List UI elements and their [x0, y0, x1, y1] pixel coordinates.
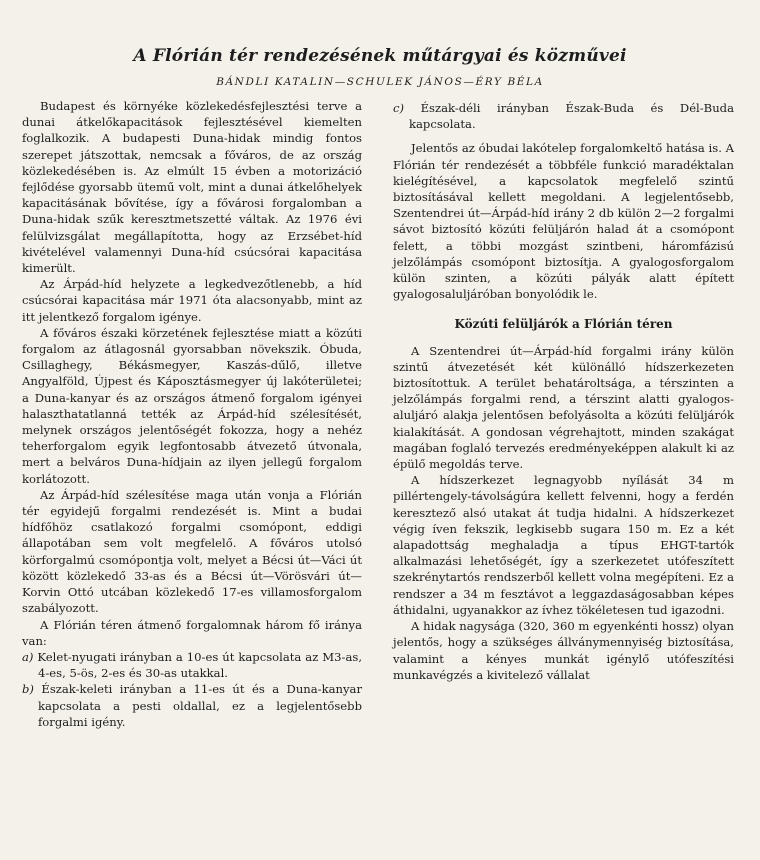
list-text: Kelet-nyugati irányban a 10-es út kapcsolata az M3-as, 4-es, 5-ös, 2-es és 30-as utakkal.	[37, 649, 363, 681]
paragraph: A Flórián téren átmenő forgalomnak három fő iránya van:	[22, 617, 362, 648]
paragraph: Az Árpád-híd helyzete a legkedvezőtlenebb, a híd csúcsórai kapacitása már 1971 óta alacsonyabb, mint az itt jelentkező forgalom igénye.	[22, 277, 362, 324]
paragraph: Az Árpád-híd szélesítése maga után vonja a Flórián tér egyidejű forgalmi rendezését is. Mint a budai hídfőhöz csatlakozó forgalmi csomópont, eddigi állapotában sem volt megfelelő. A főváros utolsó körforgalmú csomópontja volt, melyet a Bécsi út—Váci út között közlekedő 33-as és a Bécsi út—Vörösvári út—Korvin Ottó utcában közlekedő 17-es villamosforgalom szabályozott.	[22, 487, 362, 616]
paragraph: A Szentendrei út—Árpád-híd forgalmi irány külön szintű átvezetését két különálló hídszerkezeten biztosítottuk. A terület behatároltsága, a térszinten a jelzőlámpás forgalmi rend, a térszint alatti gyalogos-aluljáró alakja jelentősen befolyásolta a közúti felüljárók kialakítását. A gondosan végrehajtott, minden szakágat magában foglaló tervezés eredményeképpen alakult ki az épülő megoldás terve.	[393, 343, 734, 472]
column-divider	[377, 102, 378, 762]
paragraph: A hidak nagysága (320, 360 m egyenkénti hossz) olyan jelentős, hogy a szükséges állványmennyiség biztosítása, valamint a kényes munkát igénylő utófeszítési munkavégzés a kivitelező vállalat	[393, 619, 734, 682]
list-item-a	[22, 649, 362, 681]
right-column	[393, 100, 734, 683]
paragraph: Jelentős az óbudai lakótelep forgalomkeltő hatása is. A Flórián tér rendezését a többféle funkció maradéktalan kielégítésével, a kapcsolatok megfelelő szintű biztosításával kellett megoldani. A legjelentősebb, Szentendrei út—Árpád-híd irány 2 db külön 2—2 forgalmi sávot biztosító közúti felüljárón halad át a csomópont felett, a többi mozgást szintbeni, háromfázisú jelzőlámpás csomópont biztosítja. A gyalogosforgalom külön szinten, a közúti pályák alatt épített gyalogosaluljáróban bonyolódik le.	[393, 141, 734, 302]
left-column	[22, 98, 362, 730]
article-title: A Flórián tér rendezésének műtárgyai és közművei	[133, 46, 627, 66]
paragraph: Budapest és környéke közlekedésfejlesztési terve a dunai átkelőkapacitások fejlesztésével kiemelten foglalkozik. A budapesti Duna-hidak mindig fontos szerepet játszottak, nemcsak a főváros, de az ország közlekedésében is. Az elmúlt 15 évben a motorizáció fejlődése gyorsabb ütemű volt, mint a dunai átkelőhelyek kapacitásának bővítése, így a fővárosi forgalomban a Duna-hidak szűk keresztmetszetté váltak. Az 1976 évi felülvizsgálat megállapította, hogy az Erzsébet-híd kivételével valamennyi Duna-híd csúcsórai kapacitása kimerült.	[22, 99, 362, 276]
list-item-c	[393, 100, 734, 132]
section-heading: Közúti felüljárók a Flórián téren	[454, 317, 673, 332]
list-item-b	[22, 681, 362, 730]
list-marker: c)	[393, 101, 405, 115]
list-marker: a)	[22, 649, 34, 664]
paragraph: A hídszerkezet legnagyobb nyílását 34 m pillértengely-távolságúra kellett felvenni, hogy a ferdén keresztező alsó utakat át tudja hidalni. A hídszerkezet végig íven fekszik, legkisebb sugara 150 m. Ez a két alapadottság meghaladja a típus EHGT-tartók alkalmazási lehetőségét, így a szerkezetet utófeszített szekrénytartós rendszerből kellett volna megépíteni. Ez a rendszer a 34 m fesztávot a leggazdaságosabban képes áthidalni, ugyanakkor az ívhez tökéletesen tud igazodni.	[393, 473, 734, 617]
list-text: Észak-keleti irányban a 11-es út és a Duna-kanyar kapcsolata a pesti oldallal, ez a legjelentősebb forgalmi igény.	[38, 682, 362, 729]
paragraph: A főváros északi körzetének fejlesztése miatt a közúti forgalom az átlagosnál gyorsabban növekszik. Óbuda, Csillaghegy, Békásmegyer, Kaszás-dűlő, illetve Angyalföld, Újpest és Káposztásmegyer új lakóterületei; a Duna-kanyar és az országos átmenő forgalom igényei halaszthatatlanná tették az Árpád-híd szélesítését, melynek országos jelentőségét fokozza, hogy a nehéz teherforgalom egyik legfontosabb átvezető útvonala, mert a belváros Duna-hídjain az ilyen jellegű forgalom korlátozott.	[22, 325, 362, 486]
list-text: Észak-déli irányban Észak-Buda és Dél-Buda kapcsolata.	[409, 101, 735, 132]
list-marker: b)	[22, 682, 34, 697]
article-authors: BÁNDLI KATALIN—SCHULEK JÁNOS—ÉRY BÉLA	[216, 76, 544, 88]
